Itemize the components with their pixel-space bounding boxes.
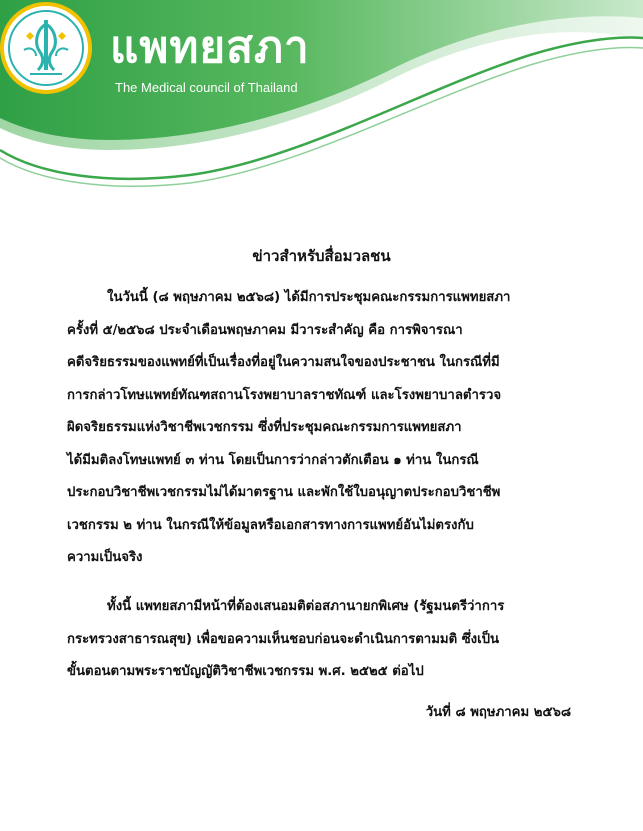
paragraph-line: ผิดจริยธรรมแห่งวิชาชีพเวชกรรม ซึ่งที่ประชุมคณะกรรมการแพทยสภา bbox=[67, 420, 462, 435]
paragraph-line: ได้มีมติลงโทษแพทย์ ๓ ท่าน โดยเป็นการว่ากล่าวตักเตือน ๑ ท่าน ในกรณี bbox=[67, 452, 479, 468]
paragraph-main bbox=[67, 282, 567, 575]
paragraph-line: ประกอบวิชาชีพเวชกรรมไม่ได้มาตรฐาน และพักใช้ใบอนุญาตประกอบวิชาชีพ bbox=[67, 485, 501, 500]
brand-name-thai: แพทยสภา bbox=[110, 22, 310, 73]
paragraph-line: ความเป็นจริง bbox=[67, 550, 143, 565]
brand-name-english: The Medical council of Thailand bbox=[115, 80, 298, 95]
paragraph-line: เวชกรรม ๒ ท่าน ในกรณีให้ข้อมูลหรือเอกสารทางการแพทย์อันไม่ตรงกับ bbox=[67, 517, 474, 533]
paragraph-line: การกล่าวโทษแพทย์ทัณฑสถานโรงพยาบาลราชทัณฑ์ และโรงพยาบาลตำรวจ bbox=[67, 387, 502, 403]
paragraph-line: กระทรวงสาธารณสุข) เพื่อขอความเห็นชอบก่อนจะดำเนินการตามมติ ซึ่งเป็น bbox=[67, 631, 500, 647]
document-date: วันที่ ๘ พฤษภาคม ๒๕๖๘ bbox=[425, 705, 571, 720]
document-title: ข่าวสำหรับสื่อมวลชน bbox=[252, 247, 391, 265]
paragraph-line: คดีจริยธรรมของแพทย์ที่เป็นเรื่องที่อยู่ในความสนใจของประชาชน ในกรณีที่มี bbox=[67, 355, 500, 370]
letterhead-wave-background bbox=[0, 0, 643, 210]
paragraph-line: ทั้งนี้ แพทยสภามีหน้าที่ต้องเสนอมติต่อสภานายกพิเศษ (รัฐมนตรีว่าการ bbox=[107, 599, 505, 614]
letterhead bbox=[0, 0, 643, 210]
paragraph-line: ในวันนี้ (๘ พฤษภาคม ๒๕๖๘) ได้มีการประชุมคณะกรรมการแพทยสภา bbox=[107, 290, 511, 305]
medical-council-logo bbox=[0, 0, 92, 96]
paragraph-line: ขั้นตอนตามพระราชบัญญัติวิชาชีพเวชกรรม พ.ศ. ๒๕๒๕ ต่อไป bbox=[67, 664, 424, 679]
paragraph-note bbox=[67, 591, 567, 689]
paragraph-line: ครั้งที่ ๕/๒๕๖๘ ประจำเดือนพฤษภาคม มีวาระสำคัญ คือ การพิจารณา bbox=[67, 322, 463, 338]
